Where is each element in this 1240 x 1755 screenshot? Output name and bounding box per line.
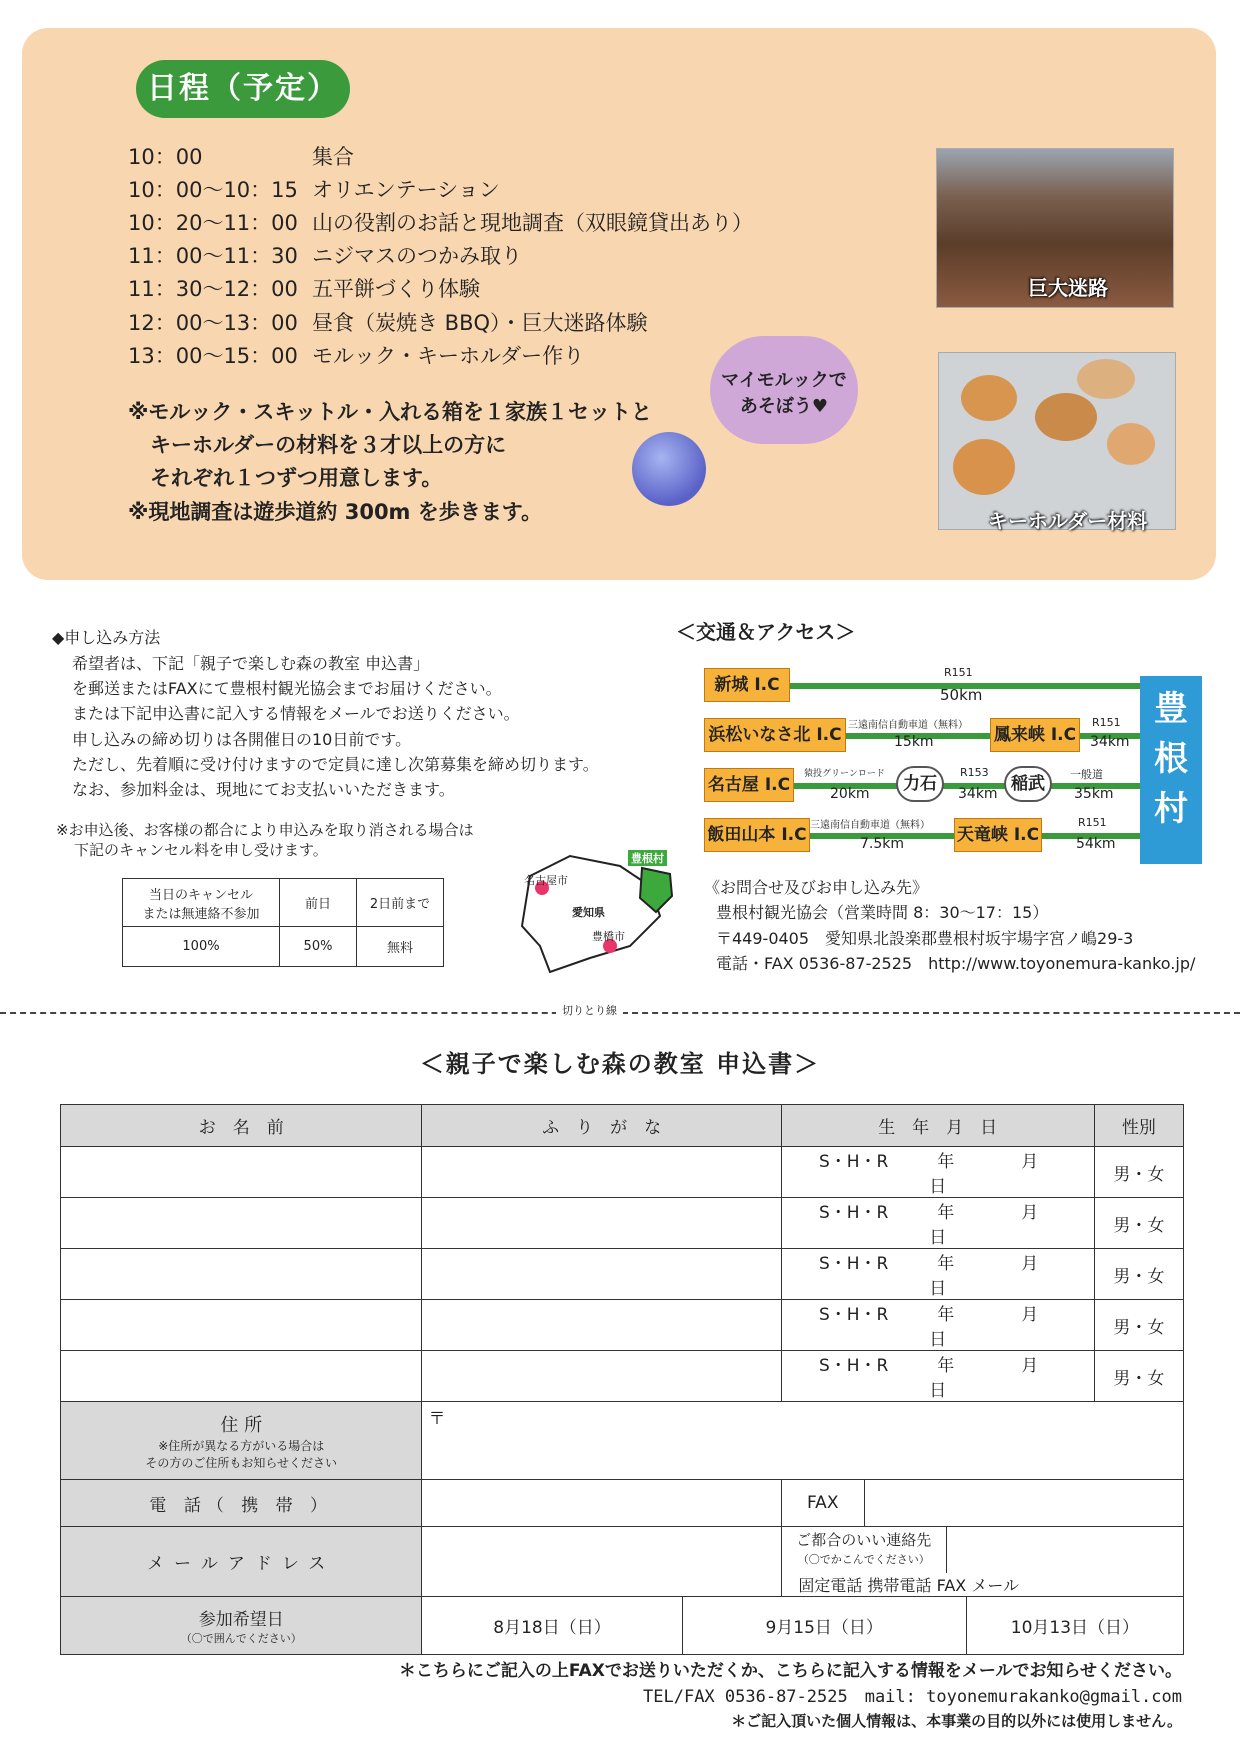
schedule-row: 11：00〜11：30 ニジマスのつかみ取り: [128, 244, 522, 268]
contact-line: 〒449-0405 愛知県北設楽郡豊根村坂宇場字宮ノ嶋29-3: [716, 929, 1134, 948]
route-label: R151: [1078, 816, 1107, 829]
map-label-village: 豊根村: [628, 850, 667, 866]
apply-line: または下記申込書に記入する情報をメールでお送りください。: [72, 704, 520, 723]
map-label-nagoya: 名古屋市: [524, 874, 568, 887]
contact-preference-label: ご都合のいい連絡先 （〇でかこんでください）: [782, 1527, 947, 1573]
participant-row: [61, 1249, 1184, 1300]
cancel-fee-table: [122, 878, 444, 967]
contact-line: 豊根村観光協会（営業時間 8：30〜17：15）: [716, 903, 1049, 922]
furigana-field[interactable]: [422, 1249, 781, 1300]
apply-line: ただし、先着順に受け付けますので定員に達し次第募集を締め切ります。: [72, 755, 599, 774]
sex-field[interactable]: 男・女: [1094, 1249, 1183, 1300]
schedule-row: 12：00〜13：00 昼食（炭焼き BBQ）・巨大迷路体験: [128, 311, 648, 335]
contact-heading: 《お問合せ及びお申し込み先》: [704, 878, 929, 897]
participant-row: [61, 1198, 1184, 1249]
form-title: ＜親子で楽しむ森の教室 申込書＞: [419, 1050, 821, 1078]
date-option-oct[interactable]: 10月13日（日）: [966, 1597, 1183, 1655]
name-field[interactable]: [61, 1198, 422, 1249]
footer-note: ＊こちらにご記入の上FAXでお送りいただくか、こちらに記入する情報をメールでお知らせください。: [398, 1661, 1182, 1681]
map-label-pref: 愛知県: [572, 906, 605, 919]
speech-bubble-text: マイモルックで あそぼう♥: [721, 370, 847, 417]
apply-line: 申し込みの締め切りは各開催日の10日前です。: [72, 730, 412, 749]
name-field[interactable]: [61, 1249, 422, 1300]
schedule-note: ※現地調査は遊歩道約 300m を歩きます。: [128, 500, 543, 524]
apply-line: 希望者は、下記「親子で楽しむ森の教室 申込書」: [72, 654, 430, 673]
furigana-field[interactable]: [422, 1300, 781, 1351]
cancel-header: 2日前まで: [357, 879, 444, 927]
route-distance: 35km: [1074, 786, 1114, 802]
node-inabu: 稲武: [1004, 766, 1052, 802]
maze-photo-caption: 巨大迷路: [1028, 276, 1108, 300]
name-field[interactable]: [61, 1300, 422, 1351]
node-shinshiro: 新城 I.C: [704, 668, 790, 702]
apply-line: を郵送またはFAXにて豊根村観光協会までお届けください。: [72, 679, 502, 698]
date-label: 参加希望日 （〇で囲んでください）: [61, 1597, 422, 1655]
schedule-row: 10：20〜11：00 山の役割のお話と現地調査（双眼鏡貸出あり）: [128, 211, 753, 235]
keyholder-photo: [938, 352, 1176, 530]
blueberry-mascot-icon: [632, 432, 706, 506]
access-title: ＜交通＆アクセス＞: [676, 620, 856, 644]
birthdate-field[interactable]: S・H・R 年 月日: [781, 1351, 1094, 1402]
date-option-sep[interactable]: 9月15日（日）: [682, 1597, 966, 1655]
node-horaikyo: 鳳来峡 I.C: [990, 718, 1080, 752]
cancel-note: 下記のキャンセル料を申し受けます。: [74, 841, 328, 859]
header-furigana: ふ り が な: [422, 1105, 781, 1147]
birthdate-field[interactable]: S・H・R 年 月日: [781, 1147, 1094, 1198]
cancel-value: 50%: [280, 927, 357, 967]
route-label: 猿投グリーンロード: [804, 769, 885, 779]
address-label: 住 所 ※住所が異なる方がいる場合は その方のご住所もお知らせください: [61, 1402, 422, 1480]
route-distance: 20km: [830, 786, 870, 802]
schedule-row: 13：00〜15：00 モルック・キーホルダー作り: [128, 344, 585, 368]
node-nagoya: 名古屋 I.C: [704, 768, 794, 802]
sex-field[interactable]: 男・女: [1094, 1351, 1183, 1402]
keyholder-photo-caption: キーホルダー材料: [988, 509, 1148, 533]
phone-label: 電 話（ 携 帯 ）: [61, 1480, 422, 1527]
route-distance: 34km: [1090, 734, 1130, 750]
route-distance: 15km: [894, 734, 934, 750]
schedule-title: 日程（予定）: [136, 60, 350, 118]
email-field[interactable]: [422, 1527, 781, 1597]
node-iida: 飯田山本 I.C: [704, 818, 810, 852]
header-sex: 性別: [1094, 1105, 1183, 1147]
contact-options[interactable]: 固定電話 携帯電話 FAX メール: [798, 1576, 1020, 1595]
cut-line-label: 切りとり線: [556, 1002, 623, 1018]
schedule-row: 10：00〜10：15 オリエンテーション: [128, 178, 500, 202]
birthdate-field[interactable]: S・H・R 年 月日: [781, 1198, 1094, 1249]
cancel-value: 100%: [123, 927, 280, 967]
email-label: メールアドレス: [61, 1527, 422, 1597]
furigana-field[interactable]: [422, 1351, 781, 1402]
apply-heading: ◆申し込み方法: [52, 628, 161, 647]
route-distance: 7.5km: [860, 836, 905, 852]
participant-row: [61, 1351, 1184, 1402]
fax-label: FAX: [782, 1480, 865, 1526]
route-label: 三遠南信自動車道（無料）: [810, 820, 930, 831]
header-birthdate: 生 年 月 日: [781, 1105, 1094, 1147]
cancel-note: ※お申込後、お客様の都合により申込みを取り消される場合は: [56, 821, 474, 839]
cancel-header: 当日のキャンセル または無連絡不参加: [123, 879, 280, 927]
participant-row: [61, 1147, 1184, 1198]
sex-field[interactable]: 男・女: [1094, 1300, 1183, 1351]
node-chikaraishi: 力石: [896, 766, 944, 802]
route-distance: 50km: [940, 686, 983, 704]
schedule-note: ※モルック・スキットル・入れる箱を１家族１セットと: [128, 400, 652, 424]
name-field[interactable]: [61, 1351, 422, 1402]
furigana-field[interactable]: [422, 1198, 781, 1249]
footer-contact: TEL/FAX 0536-87-2525 mail: toyonemurakanko@gmail.com: [643, 1687, 1182, 1707]
phone-field[interactable]: [422, 1480, 781, 1527]
route-distance: 34km: [958, 786, 998, 802]
route-label: R151: [1092, 716, 1121, 729]
sex-field[interactable]: 男・女: [1094, 1198, 1183, 1249]
contact-line: 電話・FAX 0536-87-2525 http://www.toyonemura-kanko.jp/: [716, 954, 1196, 973]
apply-line: なお、参加料金は、現地にてお支払いいただきます。: [72, 780, 455, 799]
application-form: [60, 1104, 1184, 1655]
schedule-row: 10：00 集合: [128, 145, 354, 169]
participant-row: [61, 1300, 1184, 1351]
sex-field[interactable]: 男・女: [1094, 1147, 1183, 1198]
fax-cell: [781, 1480, 1183, 1527]
birthdate-field[interactable]: S・H・R 年 月日: [781, 1249, 1094, 1300]
route-distance: 54km: [1076, 836, 1116, 852]
date-option-aug[interactable]: 8月18日（日）: [422, 1597, 682, 1655]
cancel-value: 無料: [357, 927, 444, 967]
name-field[interactable]: [61, 1147, 422, 1198]
header-name: お 名 前: [61, 1105, 422, 1147]
furigana-field[interactable]: [422, 1147, 781, 1198]
route-label: 一般道: [1070, 768, 1103, 781]
cancel-header: 前日: [280, 879, 357, 927]
node-hamamatsu: 浜松いなさ北 I.C: [704, 718, 846, 752]
route-label: R153: [960, 766, 989, 779]
schedule-note: それぞれ１つずつ用意します。: [150, 466, 443, 490]
schedule-row: 11：30〜12：00 五平餅づくり体験: [128, 277, 480, 301]
node-tenryukyo: 天竜峡 I.C: [954, 818, 1042, 852]
route-label: 三遠南信自動車道（無料）: [848, 720, 968, 731]
destination-toyone: 豊 根 村: [1140, 676, 1202, 864]
address-field[interactable]: 〒: [422, 1402, 1184, 1480]
route-label: R151: [944, 666, 973, 679]
contact-preference-cell: [781, 1527, 1183, 1597]
map-label-toyohashi: 豊橋市: [592, 930, 625, 943]
birthdate-field[interactable]: S・H・R 年 月日: [781, 1300, 1094, 1351]
footer-privacy: ＊ご記入頂いた個人情報は、本事業の目的以外には使用しません。: [731, 1712, 1182, 1730]
schedule-note: キーホルダーの材料を３才以上の方に: [150, 433, 507, 457]
